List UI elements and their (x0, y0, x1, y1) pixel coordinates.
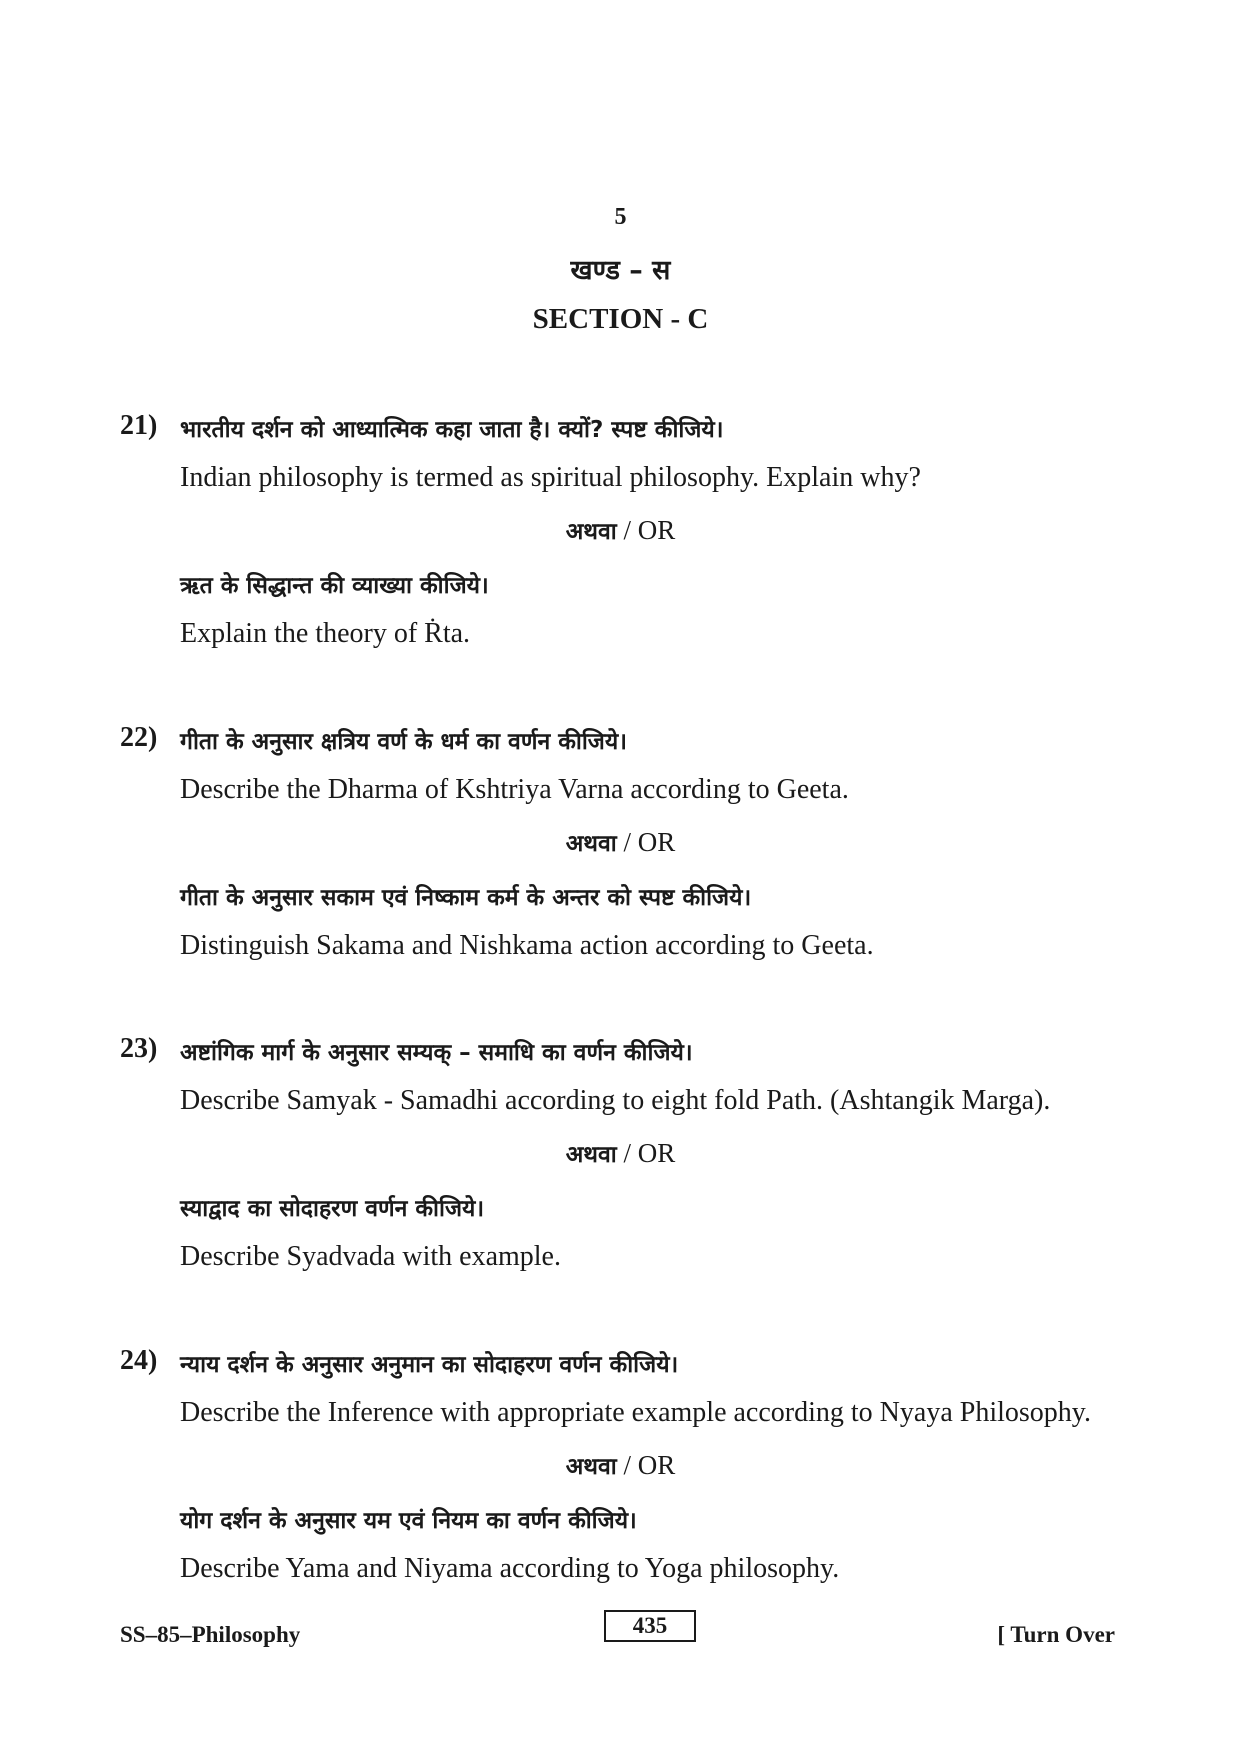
alternate-text-english: Distinguish Sakama and Nishkama action according to Geeta. (180, 930, 874, 961)
question-text-hindi: अष्टांगिक मार्ग के अनुसार सम्यक् – समाधि का वर्णन कीजिये। (180, 1040, 693, 1066)
or-label-english: OR (637, 827, 676, 857)
turn-over-label: [ Turn Over (997, 1622, 1115, 1647)
question-number: 24) (120, 1345, 158, 1376)
question-number: 21) (120, 410, 158, 441)
question-text-hindi: न्याय दर्शन के अनुसार अनुमान का सोदाहरण वर्णन कीजिये। (180, 1352, 679, 1378)
or-label-hindi: अथवा (565, 1142, 617, 1168)
or-divider (0, 1449, 1241, 1501)
alternate-text-hindi: योग दर्शन के अनुसार यम एवं नियम का वर्णन कीजिये। (180, 1508, 637, 1534)
or-divider (0, 826, 1241, 878)
or-label-hindi: अथवा (565, 831, 617, 857)
section-title-english: SECTION - C (532, 303, 709, 335)
or-separator: / (616, 515, 638, 545)
question-24 (120, 1345, 1150, 1605)
alternate-text-hindi: स्याद्वाद का सोदाहरण वर्णन कीजिये। (180, 1196, 485, 1222)
or-label-hindi: अथवा (565, 1454, 617, 1480)
or-separator: / (616, 827, 638, 857)
question-number: 23) (120, 1033, 158, 1064)
question-21 (120, 410, 1150, 670)
question-text-english: Describe the Dharma of Kshtriya Varna according to Geeta. (180, 774, 849, 805)
page-serial-box: 435 (604, 1610, 696, 1642)
question-text-english: Indian philosophy is termed as spiritual philosophy. Explain why? (180, 462, 921, 493)
question-22 (120, 722, 1150, 982)
or-divider (0, 1137, 1241, 1189)
or-label-english: OR (637, 515, 676, 545)
alternate-text-english: Describe Syadvada with example. (180, 1241, 561, 1272)
or-divider (0, 514, 1241, 566)
or-label-hindi: अथवा (565, 519, 617, 545)
question-text-hindi: गीता के अनुसार क्षत्रिय वर्ण के धर्म का वर्णन कीजिये। (180, 729, 627, 755)
alternate-text-english: Describe Yama and Niyama according to Yoga philosophy. (180, 1553, 840, 1584)
question-23 (120, 1033, 1150, 1293)
alternate-text-english: Explain the theory of Ṙta. (180, 618, 471, 649)
alternate-text-hindi: ऋत के सिद्धान्त की व्याख्या कीजिये। (180, 573, 489, 599)
section-title-hindi: खण्ड – स (570, 255, 671, 286)
question-text-english: Describe Samyak - Samadhi according to eight fold Path. (Ashtangik Marga). (180, 1085, 1051, 1116)
question-text-hindi: भारतीय दर्शन को आध्यात्मिक कहा जाता है। क्यों? स्पष्ट कीजिये। (180, 417, 724, 443)
or-separator: / (616, 1450, 638, 1480)
or-separator: / (616, 1138, 638, 1168)
paper-code: SS–85–Philosophy (120, 1622, 301, 1647)
or-label-english: OR (637, 1450, 676, 1480)
question-text-english: Describe the Inference with appropriate example according to Nyaya Philosophy. (180, 1397, 1091, 1428)
or-label-english: OR (637, 1138, 676, 1168)
question-number: 22) (120, 722, 158, 753)
page-number: 5 (614, 204, 627, 230)
alternate-text-hindi: गीता के अनुसार सकाम एवं निष्काम कर्म के अन्तर को स्पष्ट कीजिये। (180, 885, 752, 911)
